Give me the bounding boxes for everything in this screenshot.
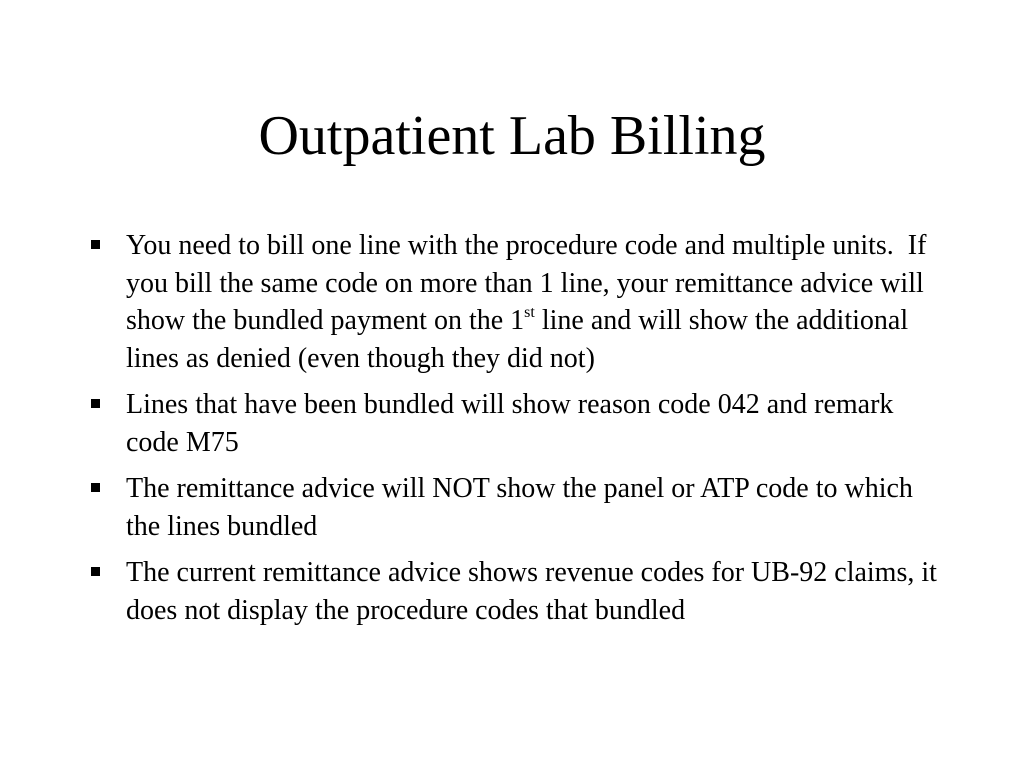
square-bullet-icon [91,399,100,408]
bullet-list [88,227,948,638]
bullet-item [88,470,948,545]
bullet-item [88,386,948,461]
ordinal-superscript: st [524,304,535,321]
bullet-text: The remittance advice will NOT show the panel or ATP code to which the lines bundled [126,473,913,542]
slide-title: Outpatient Lab Billing [258,105,766,167]
bullet-item [88,554,948,629]
square-bullet-icon [91,567,100,576]
bullet-text: Lines that have been bundled will show reason code 042 and remark code M75 [126,389,894,458]
square-bullet-icon [91,240,100,249]
bullet-text-part: You need to bill one line with the procedure code and multiple units. If you bill the same code on more than 1 line, your remittance advice will show the bundled payment on the 1 [126,230,927,336]
bullet-text-part: line and will show the additional lines as denied (even though they did not) [126,305,909,374]
bullet-item [88,227,948,377]
square-bullet-icon [91,483,100,492]
bullet-text: The current remittance advice shows revenue codes for UB-92 claims, it does not display the procedure codes that bundled [126,557,937,626]
